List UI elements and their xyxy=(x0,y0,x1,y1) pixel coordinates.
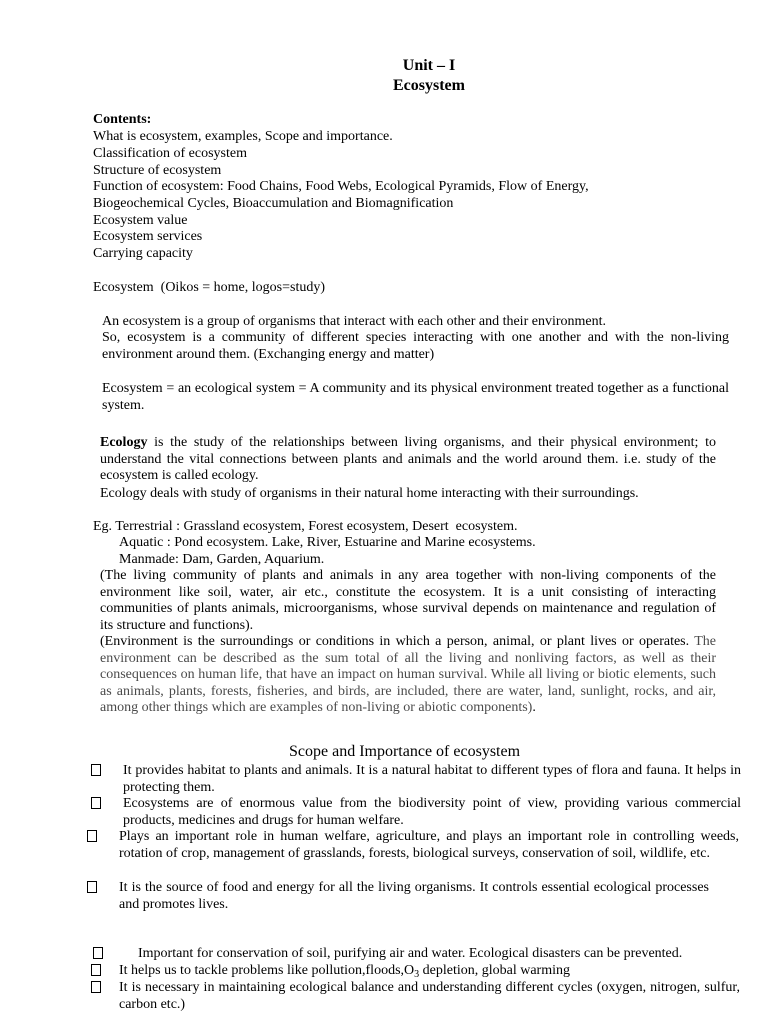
contents-item: Biogeochemical Cycles, Bioaccumulation and Biomagnification xyxy=(93,196,454,211)
etymology-line: Ecosystem (Oikos = home, logos=study) xyxy=(93,280,325,295)
ozone-subscript: 3 xyxy=(414,969,420,980)
scope-heading: Scope and Importance of ecosystem xyxy=(289,743,521,760)
contents-item: Carrying capacity xyxy=(93,246,193,261)
note-environment-body: The environment can be described as the sum total of all the living and nonliving factors, as well as their consequences on human life, that have an impact on human survival. While all living or biotic elements, such as animals, plants, forests, fisheries, and birds, are included, there are water, land, sunlight, rocks, and air, among other things which are examples of non-living or abiotic components) xyxy=(100,634,716,715)
definition-line: An ecosystem is a group of organisms that interact with each other and their environment. xyxy=(102,314,606,329)
bullet-box-icon xyxy=(93,946,103,963)
bullet-box-icon xyxy=(91,763,101,780)
contents-heading: Contents: xyxy=(93,112,152,127)
scope-bullet xyxy=(119,963,570,980)
unit-heading: Unit – I xyxy=(402,57,456,74)
scope-bullet: Plays an important role in human welfare, agriculture, and plays an important role in controlling weeds, rotation of crop, management of grasslands, forests, biological surveys, conservation of soil, wildlife, etc. xyxy=(119,829,739,861)
scope-bullet: Ecosystems are of enormous value from the biodiversity point of view, providing various commercial products, medicines and drugs for human welfare. xyxy=(123,796,741,828)
equation-paragraph: Ecosystem = an ecological system = A community and its physical environment treated together as a functional system. xyxy=(102,381,729,413)
page-title: Ecosystem xyxy=(393,77,465,94)
bullet-box-icon xyxy=(91,796,101,813)
ecology-line: Ecology deals with study of organisms in their natural home interacting with their surroundings. xyxy=(100,486,639,501)
scope-bullet: It provides habitat to plants and animals. It is a natural habitat to different types of flora and fauna. It helps in protecting them. xyxy=(123,763,741,795)
contents-item: Ecosystem services xyxy=(93,229,203,244)
bullet-box-icon xyxy=(91,963,101,980)
contents-item: Classification of ecosystem xyxy=(93,146,247,161)
contents-item: Ecosystem value xyxy=(93,213,188,228)
contents-item: Structure of ecosystem xyxy=(93,163,222,178)
bullet-box-icon xyxy=(87,829,97,846)
bullet-box-icon xyxy=(87,880,97,897)
scope-bullet: It is the source of food and energy for all the living organisms. It controls essential ecological processes and promotes lives. xyxy=(119,880,709,912)
note-environment xyxy=(100,634,716,717)
scope-bullet: Important for conservation of soil, purifying air and water. Ecological disasters can be prevented. xyxy=(138,946,683,961)
bullet-box-icon xyxy=(91,980,101,997)
ozone-text: It helps us to tackle problems like pollution,floods,O xyxy=(119,963,415,978)
ozone-rest: depletion, global warming xyxy=(419,963,570,978)
contents-item: What is ecosystem, examples, Scope and importance. xyxy=(93,129,393,144)
definition-paragraph: So, ecosystem is a community of different species interacting with one another and with the non-living environment around them. (Exchanging energy and matter) xyxy=(102,330,729,362)
contents-item: Function of ecosystem: Food Chains, Food Webs, Ecological Pyramids, Flow of Energy, xyxy=(93,179,589,194)
note-environment-end: . xyxy=(532,700,536,715)
ecology-term: Ecology xyxy=(100,435,148,450)
example-aquatic: Aquatic : Pond ecosystem. Lake, River, Estuarine and Marine ecosystems. xyxy=(119,535,536,550)
note-living-community: (The living community of plants and animals in any area together with non-living components of the environment like soil, water, air etc., constitute the ecosystem. It is a unit consisting of interacting communities of plants animals, microorganisms, whose survival depends on maintenance and regulation of its structure and functions). xyxy=(100,568,716,633)
ecology-definition: is the study of the relationships between living organisms, and their physical environment; to understand the vital connections between plants and animals and the world around them. i.e. study of the ecosystem is called ecology. xyxy=(100,435,716,483)
example-terrestrial: Eg. Terrestrial : Grassland ecosystem, Forest ecosystem, Desert ecosystem. xyxy=(93,519,518,534)
example-manmade: Manmade: Dam, Garden, Aquarium. xyxy=(119,552,325,567)
ecology-paragraph xyxy=(100,435,716,485)
scope-bullet: It is necessary in maintaining ecological balance and understanding different cycles (oxygen, nitrogen, sulfur, carbon etc.) xyxy=(119,980,740,1012)
note-environment-lead: (Environment is the surroundings or conditions in which a person, animal, or plant lives or operates. xyxy=(100,634,690,649)
